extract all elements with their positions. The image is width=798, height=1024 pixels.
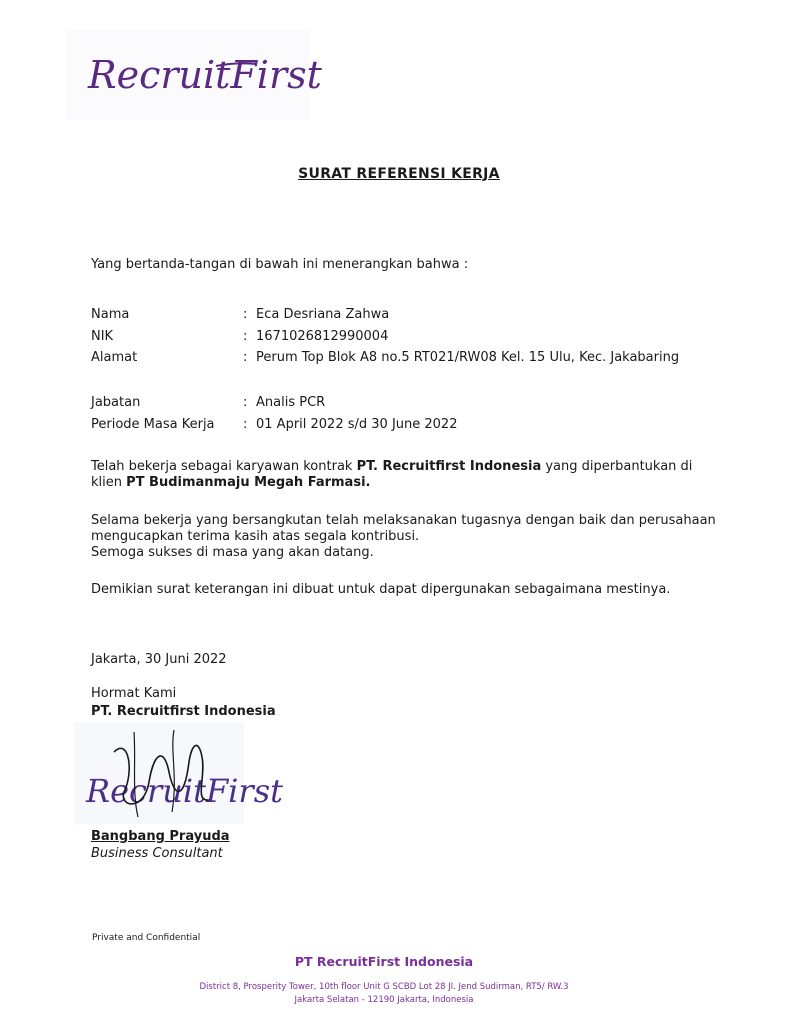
intro-text: Yang bertanda-tangan di bawah ini menerangkan bahwa : [91,257,469,272]
letter-date: Jakarta, 30 Juni 2022 [91,652,227,667]
employer-name: PT. Recruitfirst Indonesia [356,459,542,474]
para1-text-c: yang diperbantukan di [541,459,693,474]
para2-line: Semoga sukses di masa yang akan datang. [91,545,374,560]
document-title: SURAT REFERENSI KERJA [298,166,500,182]
field-colon: : [243,329,248,344]
closing-company: PT. Recruitfirst Indonesia [91,704,276,719]
signature-stamp [74,722,283,824]
para1-text-d: klien [91,475,127,490]
company-logo [66,30,322,120]
appreciation-paragraph [91,513,716,561]
field-label-nik: NIK [91,329,114,344]
field-value-alamat: Perum Top Blok A8 no.5 RT021/RW08 Kel. 15 Ulu, Kec. Jakabaring [256,350,680,365]
closing-paragraph: Demikian surat keterangan ini dibuat untuk dapat dipergunakan sebagaimana mestinya. [91,582,671,597]
field-label-alamat: Alamat [91,350,138,365]
signer-name: Bangbang Prayuda [91,829,230,844]
signer-role: Business Consultant [91,846,223,861]
field-colon: : [243,307,248,322]
para1-text-a: Telah bekerja sebagai karyawan kontrak [91,459,357,474]
field-label-periode: Periode Masa Kerja [91,417,215,432]
footer-company: PT RecruitFirst Indonesia [294,954,474,969]
field-colon: : [243,395,248,410]
field-value-nik: 1671026812990004 [256,329,389,344]
field-value-jabatan: Analis PCR [256,395,326,410]
footer-address-line: Jakarta Selatan - 12190 Jakarta, Indonesia [294,995,474,1005]
logo-text: RecruitFirst [88,53,322,97]
field-label-jabatan: Jabatan [91,395,141,410]
field-colon: : [243,417,248,432]
recruitfirst-logo-mark [66,30,322,120]
confidential-note: Private and Confidential [92,933,201,943]
employment-paragraph [91,459,691,491]
client-name: PT Budimanmaju Megah Farmasi. [126,475,371,490]
para2-line: mengucapkan terima kasih atas segala kontribusi. [91,529,420,544]
stamp-logo-text: RecruitFirst [86,772,283,810]
field-value-nama: Eca Desriana Zahwa [256,307,390,322]
closing-salutation: Hormat Kami [91,686,177,701]
signature-image [74,722,283,824]
field-label-nama: Nama [91,307,130,322]
para2-line: Selama bekerja yang bersangkutan telah melaksanakan tugasnya dengan baik dan perusahaan [91,513,716,528]
footer-address-line: District 8, Prosperity Tower, 10th floor Unit G SCBD Lot 28 Jl. Jend Sudirman, RT5/ RW.3 [199,982,569,992]
field-value-periode: 01 April 2022 s/d 30 June 2022 [256,417,458,432]
field-colon: : [243,350,248,365]
